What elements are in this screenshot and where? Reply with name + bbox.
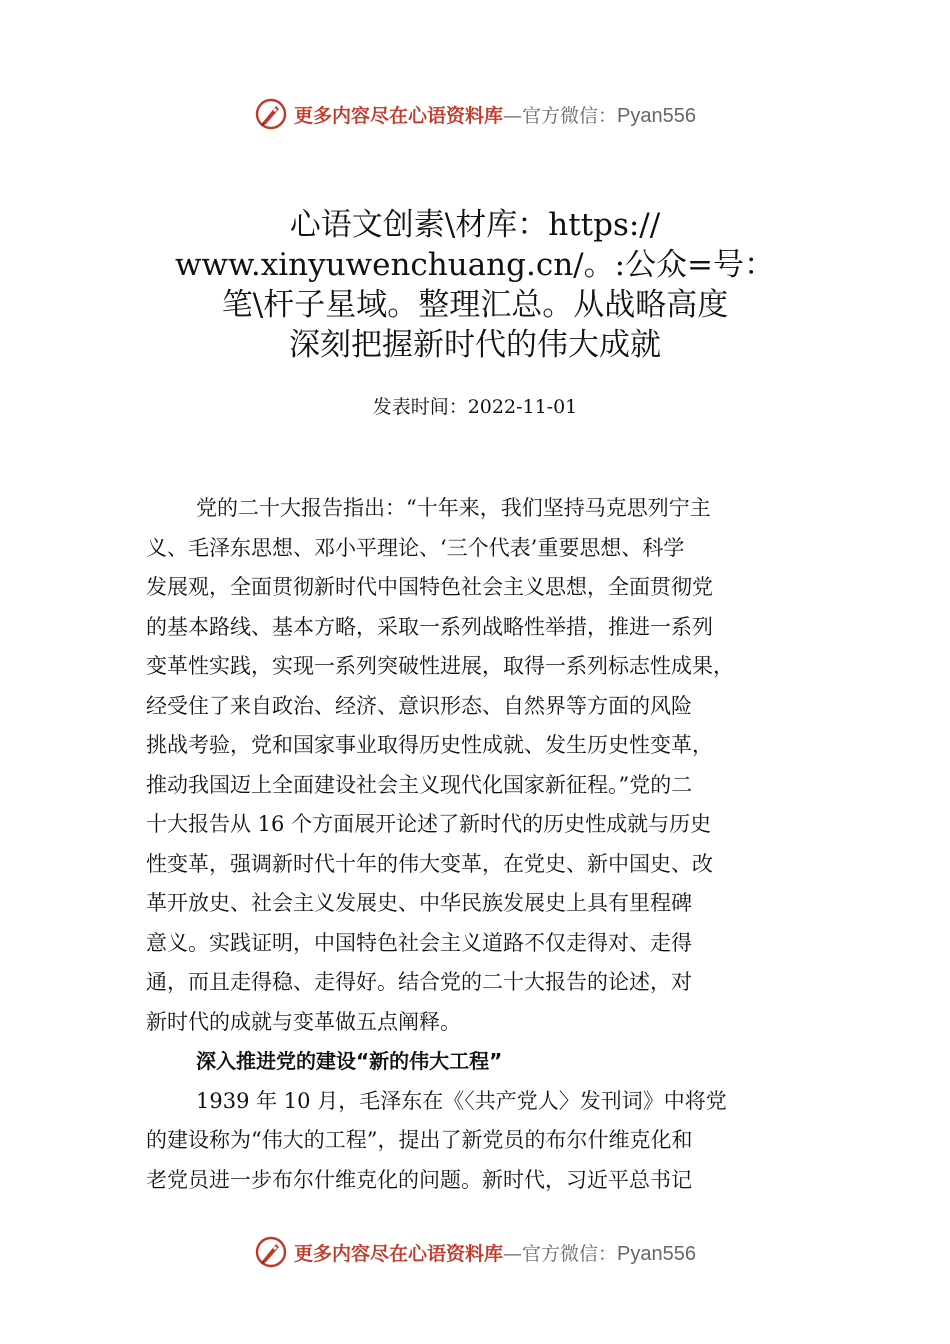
paragraph-line: 老党员进一步布尔什维克化的问题。新时代，习近平总书记 <box>146 1167 692 1192</box>
title-line: 心语文创素\材库：https:// <box>289 207 661 243</box>
banner-red-text: 更多内容尽在心语资料库 <box>294 1242 504 1265</box>
paragraph-line: 革开放史、社会主义发展史、中华民族发展史上具有里程碑 <box>146 891 692 915</box>
pen-nib-logo-icon <box>254 97 288 131</box>
paragraph-line: 义、毛泽东思想、邓小平理论、‘三个代表’重要思想、科学 <box>146 535 685 560</box>
publication-date: 发表时间：2022-11-01 <box>372 396 578 418</box>
banner-dash: — <box>503 1242 523 1265</box>
banner-wechat-id: Pyan556 <box>617 1242 696 1265</box>
pen-nib-logo-icon <box>254 1235 288 1269</box>
footer-watermark-banner <box>0 1232 950 1272</box>
banner-text <box>294 1239 696 1266</box>
paragraph-line: 1939 年 10 月，毛泽东在《〈共产党人〉发刊词》中将党 <box>196 1088 727 1113</box>
paragraph-line: 的建设称为“伟大的工程”，提出了新党员的布尔什维克化和 <box>146 1128 693 1152</box>
paragraph-line: 推动我国迈上全面建设社会主义现代化国家新征程。”党的二 <box>146 772 693 797</box>
paragraph-line: 性变革，强调新时代十年的伟大变革，在党史、新中国史、改 <box>146 851 713 876</box>
banner-text <box>294 101 696 128</box>
banner-wechat-id: Pyan556 <box>617 104 696 127</box>
title-line: 笔\杆子星域。整理汇总。从战略高度 <box>221 287 729 323</box>
paragraph-line: 变革性实践，实现一系列突破性进展，取得一系列标志性成果， <box>146 654 734 678</box>
banner-wechat-label: 官方微信： <box>522 104 618 127</box>
banner-wechat-label: 官方微信： <box>522 1242 618 1265</box>
paragraph-line: 十大报告从 16 个方面展开论述了新时代的历史性成就与历史 <box>146 812 712 836</box>
paragraph-line: 新时代的成就与变革做五点阐释。 <box>146 1009 461 1034</box>
header-watermark-banner <box>0 94 950 134</box>
paragraph-line: 发展观，全面贯彻新时代中国特色社会主义思想，全面贯彻党 <box>146 575 713 599</box>
paragraph-line: 的基本路线、基本方略，采取一系列战略性举措，推进一系列 <box>146 614 713 639</box>
paragraph-line: 经受住了来自政治、经济、意识形态、自然界等方面的风险 <box>146 693 692 718</box>
paragraph-line: 意义。实践证明，中国特色社会主义道路不仅走得对、走得 <box>146 930 692 955</box>
banner-red-text: 更多内容尽在心语资料库 <box>294 104 504 127</box>
section-heading: 深入推进党的建设“新的伟大工程” <box>196 1049 503 1073</box>
article-body <box>146 489 826 1200</box>
paragraph-line: 通，而且走得稳、走得好。结合党的二十大报告的论述，对 <box>146 970 692 994</box>
title-line: www.xinyuwenchuang.cn/。:公众=号： <box>174 247 776 283</box>
banner-dash: — <box>503 104 523 127</box>
paragraph-line: 党的二十大报告指出：“十年来，我们坚持马克思列宁主 <box>196 496 711 520</box>
document-title <box>100 205 850 365</box>
title-line: 深刻把握新时代的伟大成就 <box>289 327 661 363</box>
paragraph-line: 挑战考验，党和国家事业取得历史性成就、发生历史性变革， <box>146 733 713 757</box>
